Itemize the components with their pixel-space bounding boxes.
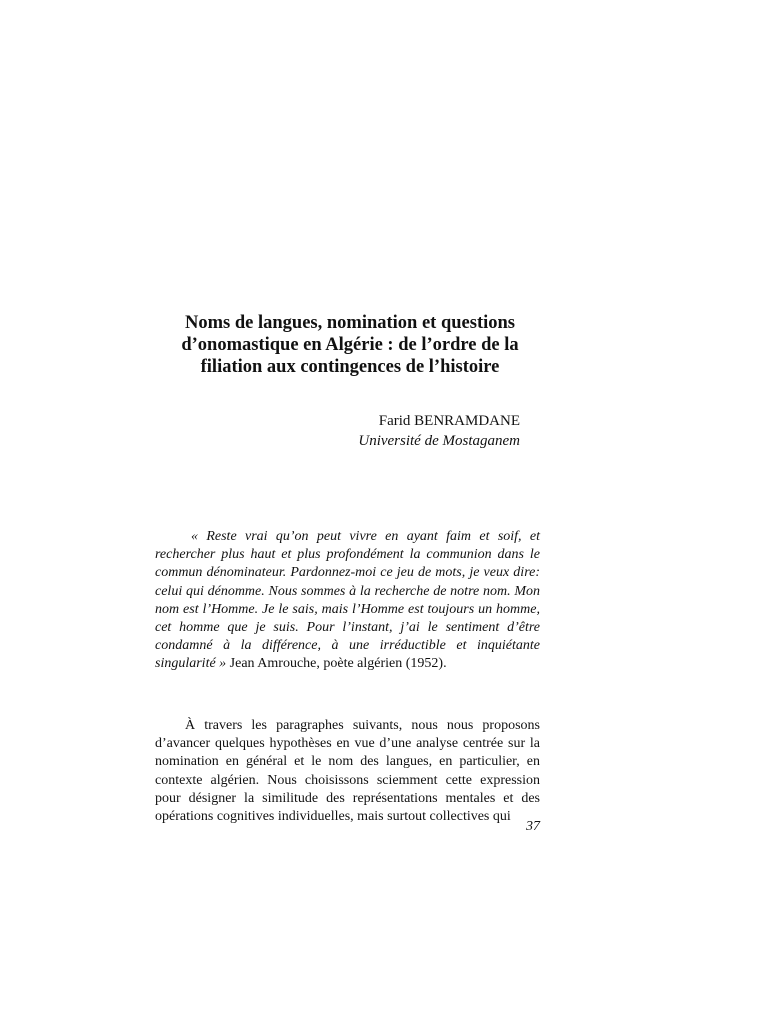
page-number: 37 xyxy=(526,819,540,834)
author-name: Farid BENRAMDANE xyxy=(378,413,520,429)
title-line-2: d’onomastique en Algérie : de l’ordre de la xyxy=(181,335,519,355)
epigraph-quote: « Reste vrai qu’on peut vivre en ayant faim et soif, et rechercher plus haut et plus profondément la communion dans le commun dénominateur. Pardonnez-moi ce jeu de mots, je veux dire: celui qui dénomme. Nous sommes à la recherche de notre nom. Mon nom est l’Homme. Je le sais, mais l’Homme est toujours un homme, cet homme que je suis. Pour l’instant, j’ai le sentiment d’être condamné à la différence, à une irréductible et inquiétante singularité » xyxy=(155,529,540,672)
author-affiliation: Université de Mostaganem xyxy=(358,433,520,449)
article-title xyxy=(150,312,550,378)
title-line-3: filiation aux contingences de l’histoire xyxy=(200,357,500,377)
epigraph-attribution: Jean Amrouche, poète algérien (1952). xyxy=(226,656,447,672)
epigraph xyxy=(155,528,540,674)
author-block xyxy=(300,411,520,451)
body-paragraph-text: À travers les paragraphes suivants, nous nous proposons d’avancer quelques hypothèses en vue d’une analyse centrée sur la nomination en général et le nom des langues, en particulier, en contexte algérien. Nous choisissons sciemment cette expression pour désigner la similitude des représentations mentales et des opérations cognitives individuelles, mais surtout collectives qui xyxy=(155,718,540,825)
body-paragraph xyxy=(155,717,540,826)
title-line-1: Noms de langues, nomination et questions xyxy=(185,313,515,333)
